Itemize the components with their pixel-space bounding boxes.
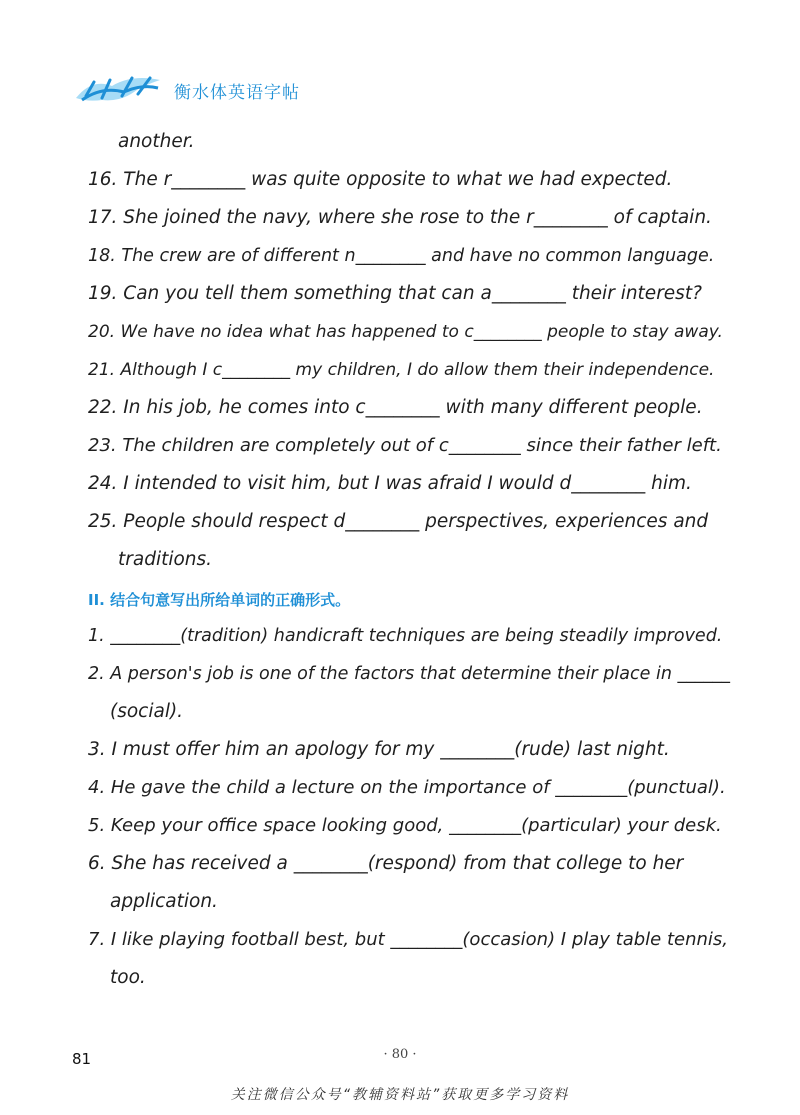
brand-logo-icon xyxy=(72,72,164,108)
question-4: 4. He gave the child a lecture on the importance of ________(punctual). xyxy=(88,777,726,798)
footer-note: 关注微信公众号“教辅资料站”获取更多学习资料 xyxy=(230,1087,570,1103)
question-25: 25. People should respect d________ perspectives, experiences and xyxy=(88,511,709,532)
question-3: 3. I must offer him an apology for my ________(rude) last night. xyxy=(88,739,670,760)
text-line: too. xyxy=(110,967,146,988)
question-2: 2. A person's job is one of the factors that determine their place in ______ xyxy=(88,664,730,684)
text-line: (social). xyxy=(110,701,184,722)
page-number: · 80 · xyxy=(383,1047,417,1062)
text-line: application. xyxy=(110,891,218,912)
question-16: 16. The r________ was quite opposite to what we had expected. xyxy=(88,169,673,190)
question-1: 1. ________(tradition) handicraft techniques are being steadily improved. xyxy=(88,626,723,646)
question-22: 22. In his job, he comes into c________ with many different people. xyxy=(88,397,703,418)
text-line: traditions. xyxy=(118,549,213,570)
question-6: 6. She has received a ________(respond) from that college to her xyxy=(88,853,684,874)
question-17: 17. She joined the navy, where she rose to the r________ of captain. xyxy=(88,207,712,228)
page-header xyxy=(72,70,300,110)
question-7: 7. I like playing football best, but ________(occasion) I play table tennis, xyxy=(88,929,729,950)
section-title: II. 结合句意写出所给单词的正确形式。 xyxy=(88,591,351,609)
question-18: 18. The crew are of different n________ and have no common language. xyxy=(88,246,715,266)
question-5: 5. Keep your office space looking good, ________(particular) your desk. xyxy=(88,815,722,836)
header-title: 衡水体英语字帖 xyxy=(174,82,300,103)
question-19: 19. Can you tell them something that can a________ their interest? xyxy=(88,283,702,304)
page-left-number: 81 xyxy=(72,1050,92,1068)
question-23: 23. The children are completely out of c________ since their father left. xyxy=(88,435,722,456)
question-20: 20. We have no idea what has happened to c________ people to stay away. xyxy=(88,322,723,342)
text-line: another. xyxy=(118,131,195,152)
question-21: 21. Although I c________ my children, I do allow them their independence. xyxy=(88,360,715,380)
question-24: 24. I intended to visit him, but I was afraid I would d________ him. xyxy=(88,473,692,494)
